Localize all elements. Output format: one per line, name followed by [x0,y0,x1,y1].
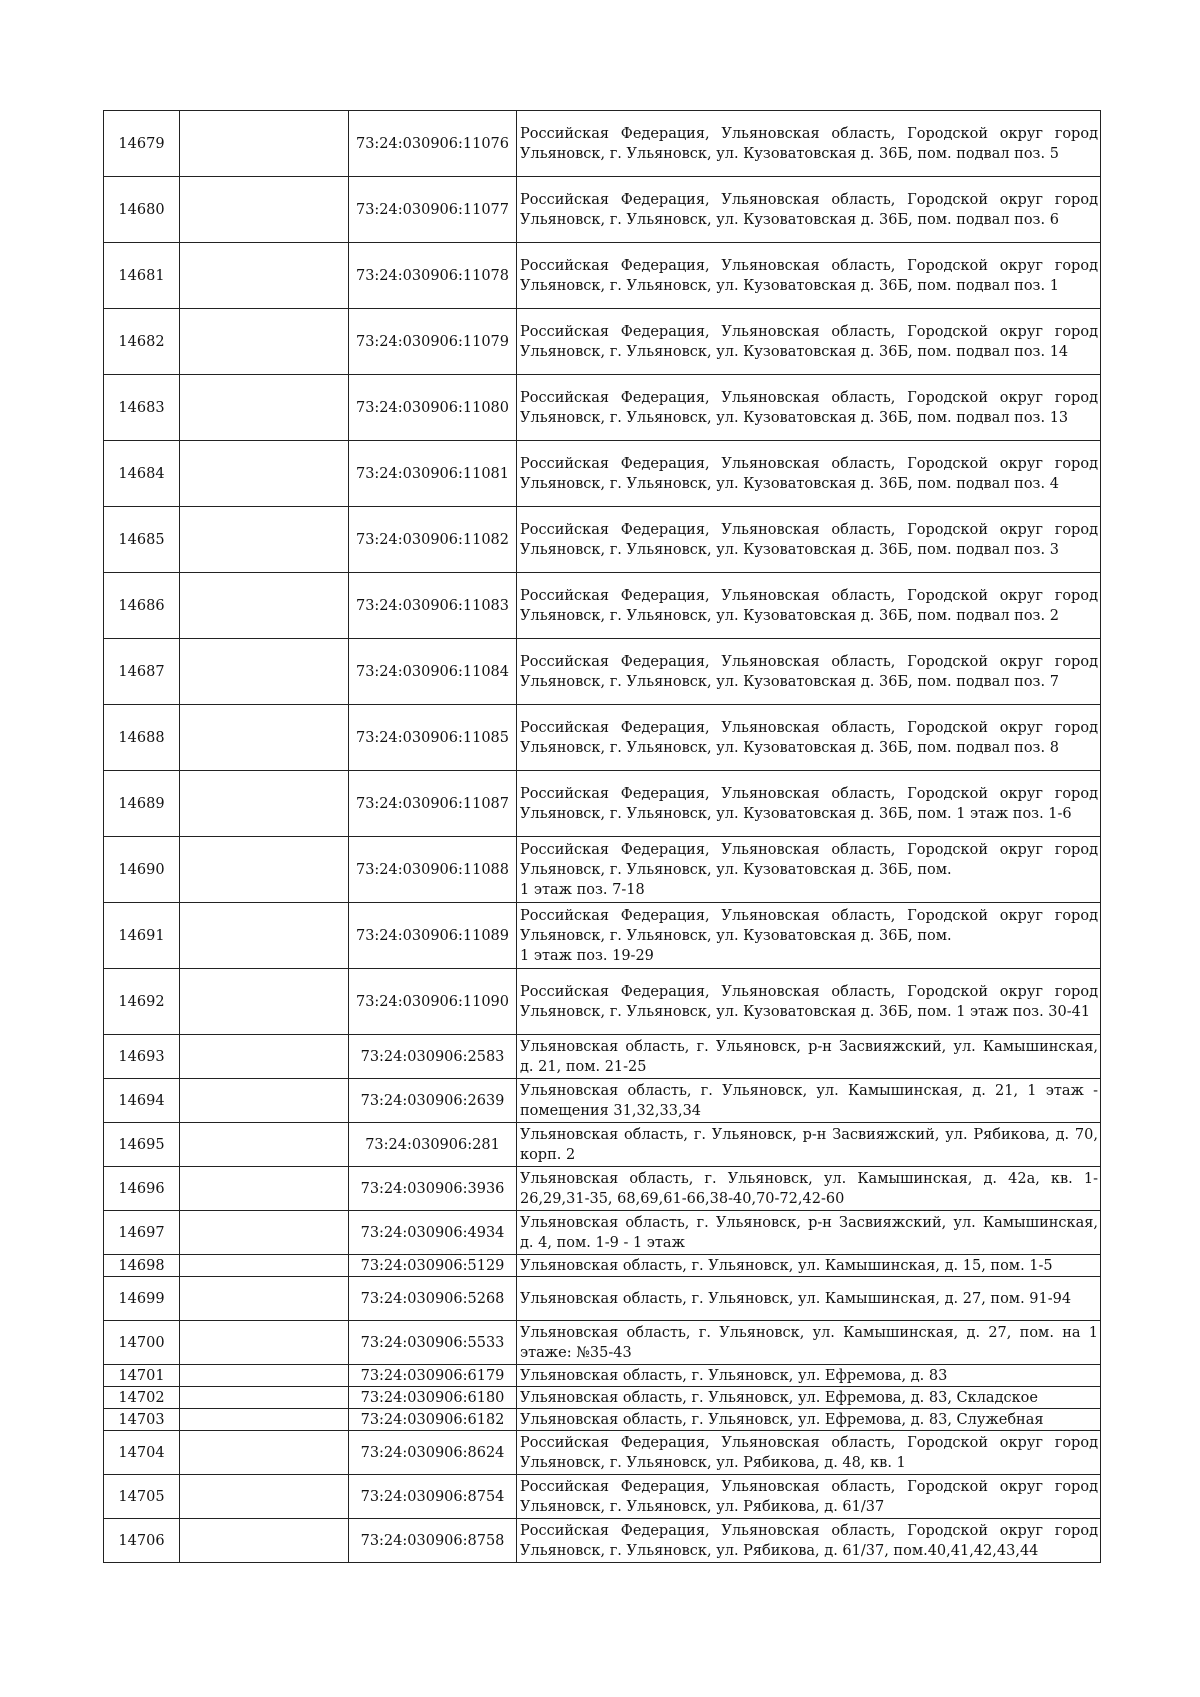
row-number-cell: 14699 [104,1277,180,1321]
table-row [104,375,1101,441]
row-number-cell: 14698 [104,1255,180,1277]
table-row [104,837,1101,903]
table-row [104,1409,1101,1431]
empty-cell [180,177,349,243]
empty-cell [180,1431,349,1475]
empty-cell [180,1035,349,1079]
row-number-cell: 14701 [104,1365,180,1387]
cadastral-number-cell: 73:24:030906:3936 [349,1167,517,1211]
empty-cell [180,705,349,771]
cadastral-number-cell: 73:24:030906:6180 [349,1387,517,1409]
row-number-cell: 14702 [104,1387,180,1409]
table-row [104,1079,1101,1123]
cadastral-number-cell: 73:24:030906:11081 [349,441,517,507]
cadastral-number-cell: 73:24:030906:5268 [349,1277,517,1321]
address-cell: Российская Федерация, Ульяновская область, Городской округ город Ульяновск, г. Ульяновск, ул. Кузоватовская д. 36Б, пом. подвал поз. 5 [517,111,1101,177]
cadastral-number-cell: 73:24:030906:11077 [349,177,517,243]
table-row [104,639,1101,705]
cadastral-number-cell: 73:24:030906:4934 [349,1211,517,1255]
cadastral-number-cell: 73:24:030906:11080 [349,375,517,441]
table-row [104,705,1101,771]
table-row [104,243,1101,309]
cadastral-number-cell: 73:24:030906:5533 [349,1321,517,1365]
address-cell: Ульяновская область, г. Ульяновск, ул. Ефремова, д. 83, Служебная [517,1409,1101,1431]
address-cell: Российская Федерация, Ульяновская область, Городской округ город Ульяновск, г. Ульяновск, ул. Рябикова, д. 61/37 [517,1475,1101,1519]
empty-cell [180,111,349,177]
empty-cell [180,507,349,573]
table-row [104,1519,1101,1563]
row-number-cell: 14697 [104,1211,180,1255]
empty-cell [180,1409,349,1431]
empty-cell [180,1321,349,1365]
row-number-cell: 14704 [104,1431,180,1475]
cadastral-number-cell: 73:24:030906:8624 [349,1431,517,1475]
table-row [104,1431,1101,1475]
row-number-cell: 14684 [104,441,180,507]
row-number-cell: 14687 [104,639,180,705]
row-number-cell: 14703 [104,1409,180,1431]
empty-cell [180,639,349,705]
row-number-cell: 14696 [104,1167,180,1211]
address-cell: Российская Федерация, Ульяновская область, Городской округ город Ульяновск, г. Ульяновск, ул. Кузоватовская д. 36Б, пом. 1 этаж поз. 30-41 [517,969,1101,1035]
empty-cell [180,837,349,903]
table-row [104,177,1101,243]
cadastral-number-cell: 73:24:030906:2583 [349,1035,517,1079]
cadastral-number-cell: 73:24:030906:11090 [349,969,517,1035]
row-number-cell: 14695 [104,1123,180,1167]
table-row [104,1321,1101,1365]
table-row [104,1475,1101,1519]
address-cell: Ульяновская область, г. Ульяновск, ул. Ефремова, д. 83 [517,1365,1101,1387]
empty-cell [180,1519,349,1563]
row-number-cell: 14688 [104,705,180,771]
row-number-cell: 14681 [104,243,180,309]
table-row [104,1277,1101,1321]
row-number-cell: 14689 [104,771,180,837]
address-cell: Ульяновская область, г. Ульяновск, р-н Засвияжский, ул. Камышинская, д. 21, пом. 21-25 [517,1035,1101,1079]
empty-cell [180,573,349,639]
address-cell: Российская Федерация, Ульяновская область, Городской округ город Ульяновск, г. Ульяновск, ул. Кузоватовская д. 36Б, пом. подвал поз. 1 [517,243,1101,309]
table-row [104,969,1101,1035]
cadastral-number-cell: 73:24:030906:5129 [349,1255,517,1277]
address-cell: Ульяновская область, г. Ульяновск, ул. Ефремова, д. 83, Складское [517,1387,1101,1409]
table-row [104,1035,1101,1079]
empty-cell [180,1387,349,1409]
address-cell: Российская Федерация, Ульяновская область, Городской округ город Ульяновск, г. Ульяновск, ул. Кузоватовская д. 36Б, пом. подвал поз. 13 [517,375,1101,441]
address-cell: Российская Федерация, Ульяновская область, Городской округ город Ульяновск, г. Ульяновск, ул. Кузоватовская д. 36Б, пом. подвал поз. 6 [517,177,1101,243]
row-number-cell: 14705 [104,1475,180,1519]
empty-cell [180,1255,349,1277]
table-row [104,1365,1101,1387]
cadastral-number-cell: 73:24:030906:11085 [349,705,517,771]
table-row [104,1211,1101,1255]
empty-cell [180,1211,349,1255]
row-number-cell: 14679 [104,111,180,177]
empty-cell [180,441,349,507]
empty-cell [180,771,349,837]
row-number-cell: 14680 [104,177,180,243]
row-number-cell: 14700 [104,1321,180,1365]
empty-cell [180,903,349,969]
address-cell: Российская Федерация, Ульяновская область, Городской округ город Ульяновск, г. Ульяновск, ул. Кузоватовская д. 36Б, пом. подвал поз. 14 [517,309,1101,375]
row-number-cell: 14690 [104,837,180,903]
address-cell: Ульяновская область, г. Ульяновск, ул. Камышинская, д. 15, пом. 1-5 [517,1255,1101,1277]
row-number-cell: 14686 [104,573,180,639]
cadastral-number-cell: 73:24:030906:11082 [349,507,517,573]
row-number-cell: 14693 [104,1035,180,1079]
table-row [104,1167,1101,1211]
table-row [104,1255,1101,1277]
table-row [104,903,1101,969]
address-cell: Ульяновская область, г. Ульяновск, ул. Камышинская, д. 27, пом. на 1 этаже: №35-43 [517,1321,1101,1365]
row-number-cell: 14694 [104,1079,180,1123]
cadastral-number-cell: 73:24:030906:281 [349,1123,517,1167]
empty-cell [180,375,349,441]
table-row [104,1387,1101,1409]
address-cell: Российская Федерация, Ульяновская область, Городской округ город Ульяновск, г. Ульяновск, ул. Кузоватовская д. 36Б, пом. 1 этаж поз. 19-29 [517,903,1101,969]
cadastral-number-cell: 73:24:030906:2639 [349,1079,517,1123]
empty-cell [180,969,349,1035]
cadastral-number-cell: 73:24:030906:11088 [349,837,517,903]
cadastral-number-cell: 73:24:030906:6179 [349,1365,517,1387]
cadastral-number-cell: 73:24:030906:6182 [349,1409,517,1431]
address-cell: Российская Федерация, Ульяновская область, Городской округ город Ульяновск, г. Ульяновск, ул. Кузоватовская д. 36Б, пом. 1 этаж поз. 1-6 [517,771,1101,837]
cadastral-number-cell: 73:24:030906:8754 [349,1475,517,1519]
address-cell: Российская Федерация, Ульяновская область, Городской округ город Ульяновск, г. Ульяновск, ул. Кузоватовская д. 36Б, пом. подвал поз. 3 [517,507,1101,573]
table-row [104,1123,1101,1167]
address-cell: Российская Федерация, Ульяновская область, Городской округ город Ульяновск, г. Ульяновск, ул. Кузоватовская д. 36Б, пом. подвал поз. 4 [517,441,1101,507]
address-cell: Ульяновская область, г. Ульяновск, ул. Камышинская, д. 21, 1 этаж - помещения 31,32,33,34 [517,1079,1101,1123]
cadastral-number-cell: 73:24:030906:11076 [349,111,517,177]
cadastral-number-cell: 73:24:030906:11079 [349,309,517,375]
row-number-cell: 14691 [104,903,180,969]
address-cell: Ульяновская область, г. Ульяновск, ул. Камышинская, д. 42а, кв. 1-26,29,31-35, 68,69,61-66,38-40,70-72,42-60 [517,1167,1101,1211]
empty-cell [180,1277,349,1321]
empty-cell [180,1475,349,1519]
empty-cell [180,1167,349,1211]
row-number-cell: 14685 [104,507,180,573]
table-row [104,441,1101,507]
address-cell: Российская Федерация, Ульяновская область, Городской округ город Ульяновск, г. Ульяновск, ул. Кузоватовская д. 36Б, пом. 1 этаж поз. 7-18 [517,837,1101,903]
row-number-cell: 14706 [104,1519,180,1563]
address-cell: Российская Федерация, Ульяновская область, Городской округ город Ульяновск, г. Ульяновск, ул. Кузоватовская д. 36Б, пом. подвал поз. 8 [517,705,1101,771]
table-row [104,111,1101,177]
address-cell: Российская Федерация, Ульяновская область, Городской округ город Ульяновск, г. Ульяновск, ул. Рябикова, д. 61/37, пом.40,41,42,43,44 [517,1519,1101,1563]
address-cell: Ульяновская область, г. Ульяновск, р-н Засвияжский, ул. Рябикова, д. 70, корп. 2 [517,1123,1101,1167]
registry-body [104,111,1101,1563]
table-row [104,309,1101,375]
empty-cell [180,243,349,309]
cadastral-number-cell: 73:24:030906:11089 [349,903,517,969]
address-cell: Ульяновская область, г. Ульяновск, ул. Камышинская, д. 27, пом. 91-94 [517,1277,1101,1321]
empty-cell [180,1079,349,1123]
cadastral-number-cell: 73:24:030906:11087 [349,771,517,837]
address-cell: Российская Федерация, Ульяновская область, Городской округ город Ульяновск, г. Ульяновск, ул. Рябикова, д. 48, кв. 1 [517,1431,1101,1475]
empty-cell [180,1123,349,1167]
cadastral-number-cell: 73:24:030906:11083 [349,573,517,639]
row-number-cell: 14692 [104,969,180,1035]
address-cell: Ульяновская область, г. Ульяновск, р-н Засвияжский, ул. Камышинская, д. 4, пом. 1-9 - 1 этаж [517,1211,1101,1255]
property-registry-table [103,110,1101,1563]
cadastral-number-cell: 73:24:030906:8758 [349,1519,517,1563]
table-row [104,507,1101,573]
address-cell: Российская Федерация, Ульяновская область, Городской округ город Ульяновск, г. Ульяновск, ул. Кузоватовская д. 36Б, пом. подвал поз. 2 [517,573,1101,639]
table-row [104,771,1101,837]
row-number-cell: 14682 [104,309,180,375]
empty-cell [180,309,349,375]
cadastral-number-cell: 73:24:030906:11084 [349,639,517,705]
empty-cell [180,1365,349,1387]
table-row [104,573,1101,639]
row-number-cell: 14683 [104,375,180,441]
cadastral-number-cell: 73:24:030906:11078 [349,243,517,309]
address-cell: Российская Федерация, Ульяновская область, Городской округ город Ульяновск, г. Ульяновск, ул. Кузоватовская д. 36Б, пом. подвал поз. 7 [517,639,1101,705]
